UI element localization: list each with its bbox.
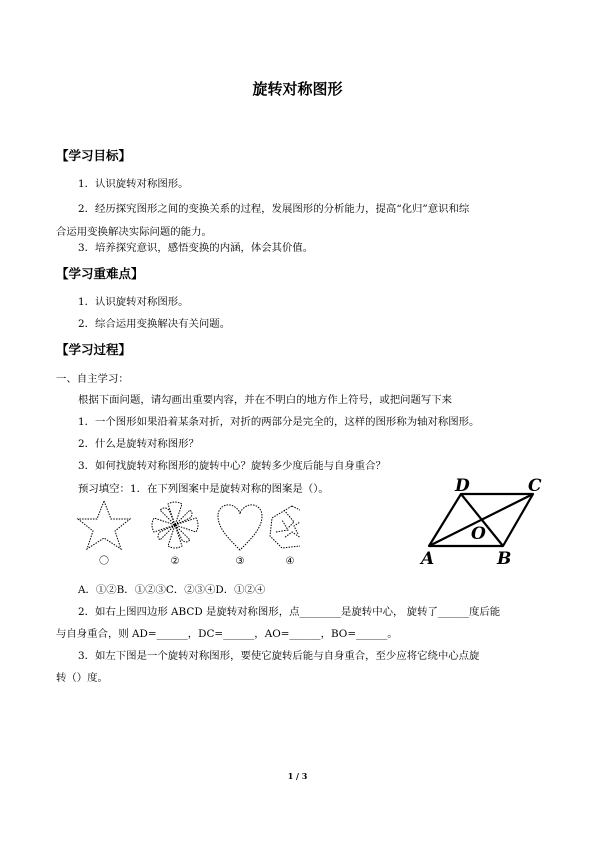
vertex-label-b: B (497, 549, 512, 568)
question-1: 1．一个图形如果沿着某条对折，对折的两部分是完全的，这样的图形称为轴对称图形。 (78, 416, 480, 428)
flower-figure (152, 502, 198, 548)
preview-question: 预习填空：1．在下列图案中是旋转对称的图案是（）。 (78, 483, 329, 495)
goal-line-3: 合运用变换解决实际问题的能力。 (56, 226, 212, 238)
center-label-o: O (471, 524, 486, 544)
figure-label-2: ② (170, 556, 180, 567)
keypoint-line-2: 2．综合运用变换解决有关问题。 (78, 318, 231, 330)
section-goals-heading: 【学习目标】 (56, 148, 132, 163)
process-intro: 根据下面问题，请勾画出重要内容，并在不明白的地方作上符号，或把问题写下来 (78, 394, 453, 406)
section-keypoints-heading: 【学习重难点】 (56, 266, 144, 281)
process-part1-heading: 一、自主学习： (56, 373, 129, 385)
preview-q3-line2: 转（）度。 (56, 672, 108, 684)
goal-line-1: 1．认识旋转对称图形。 (78, 178, 189, 190)
heart-figure (218, 505, 262, 550)
figure-label-4: ④ (285, 556, 295, 567)
patterns-figure (70, 498, 300, 570)
preview-q2-line1: 2．如右上图四边形 ABCD 是旋转对称图形，点________是旋转中心， 旋转了______度后能 (78, 606, 501, 618)
page-number: 1 / 3 (287, 771, 308, 781)
question-2: 2．什么是旋转对称图形？ (78, 438, 199, 450)
question-3: 3．如何找旋转对称图形的旋转中心？旋转多少度后能与自身重合？ (78, 460, 386, 472)
section-process-heading: 【学习过程】 (56, 342, 132, 357)
vertex-label-c: C (528, 476, 542, 496)
star-figure (78, 501, 130, 549)
goal-line-2: 2．经历探究图形之间的变换关系的过程，发展图形的分析能力，提高“化归”意识和综 (78, 203, 470, 215)
keypoint-line-1: 1．认识旋转对称图形。 (78, 296, 189, 308)
figure-label-3: ③ (235, 556, 245, 567)
figure-label-1: 〇 (99, 556, 109, 567)
rotating-figure (270, 506, 300, 548)
vertex-label-d: D (455, 476, 470, 496)
answer-options: A．①②B．①②③C．②③④D．①②④ (78, 584, 266, 596)
parallelogram-figure (415, 476, 555, 568)
goal-line-4: 3．培养探究意识，感悟变换的内涵，体会其价值。 (78, 242, 314, 254)
vertex-label-a: A (421, 549, 435, 568)
page-title: 旋转对称图形 (252, 80, 343, 98)
preview-q2-line2: 与自身重合，则 AD=______，DC=______，AO=______，BO=______。 (56, 628, 398, 640)
preview-q3-line1: 3．如左下图是一个旋转对称图形，要使它旋转后能与自身重合，至少应将它绕中心点旋 (78, 650, 480, 662)
